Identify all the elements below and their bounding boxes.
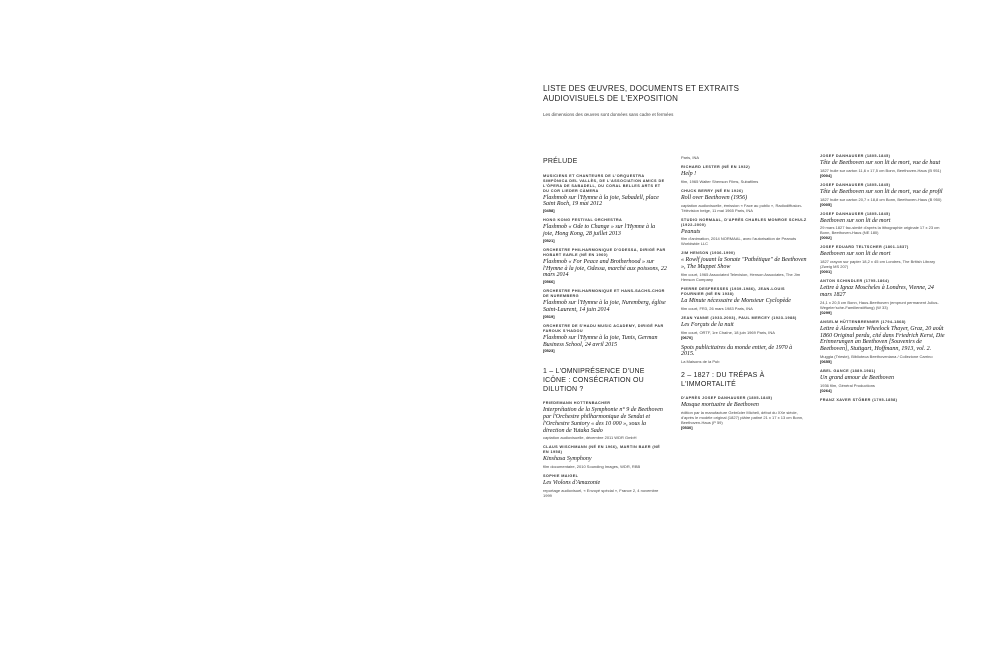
entry-title: Roll over Beethoven (1956) xyxy=(681,194,748,201)
entry-title: Lettre à Alexander Wheelock Thayer, Graz, 20 août 1860 Original perdu, cité dans Friedrich Kerst, Die Erinnerungen an Beethoven [Souvenirs de Beethoven], Stuttgart, Hoffmann, 1913, vol. 2. xyxy=(820,325,945,353)
catalogue-entry xyxy=(681,189,807,213)
dimensions-note: Les dimensions des œuvres sont données sans cadre et fermées xyxy=(543,112,674,117)
entry-number: [0001] xyxy=(820,269,832,275)
entry-title: Flashmob sur l'Hymne à la joie, Sabadell, place Saint Roch, 19 mai 2012 xyxy=(543,194,659,208)
entry-number: [0523] xyxy=(543,348,555,354)
entry-description: La Maisons de la Pub xyxy=(681,359,720,365)
catalogue-entry xyxy=(543,324,667,354)
catalogue-entry xyxy=(543,248,667,284)
entry-author: JOSEF DANHAUSER (1805-1845) xyxy=(820,154,891,158)
entry-title: Beethoven sur son lit de mort xyxy=(820,217,891,224)
entry-description: édition par la manufacture Gebrüder Micheli, début du XXe siècle, d'après le modèle original (1827) plâtre patiné 21 x 17 x 13 cm Bonn, Beethoven-Haus (P 59) xyxy=(681,410,804,426)
entry-author: RICHARD LESTER (NÉ EN 1932) xyxy=(681,165,751,169)
entry-author: ORCHESTRE DE S'HADU MUSIC ACADEMY, DIRIGÉ PAR FAROUK S'HADOU xyxy=(543,323,664,333)
entry-author: ORCHESTRE PHILHARMONIQUE D'ODESSA, DIRIGÉ PAR HOBART EARLE (NÉ EN 1960) xyxy=(543,247,666,257)
entry-author: JOSEF EDUARD TELTSCHER (1801-1837) xyxy=(820,245,909,250)
entry-description: 1827 huile sur carton 11,6 x 17,5 cm Bonn, Beethoven-Haus (B 951) xyxy=(820,167,942,173)
section-heading-prelude: PRÉLUDE xyxy=(543,158,578,165)
entry-number: [0519] xyxy=(543,313,555,319)
entry-author: CLAUS WISCHMANN (NÉ EN 1966), MARTIN BAER (NÉ EN 1958) xyxy=(543,445,661,455)
catalogue-entry xyxy=(681,287,807,311)
entry-author: PIERRE DESFRESSES (1939-1986), JEAN-LOUIS FOURNIER (NÉ EN 1938) xyxy=(681,286,785,296)
column-2-entries xyxy=(681,165,807,364)
entry-number: [0655] xyxy=(820,358,832,364)
entry-description: 29 mars 1827 fac-similé d'après la lithographie originale 17 x 23 cm Bonn, Beethoven-Haus (NE 180) xyxy=(820,225,940,236)
entry-number: [0670] xyxy=(681,334,693,340)
page-title: LISTE DES ŒUVRES, DOCUMENTS ET EXTRAITS AUDIOVISUELS DE L'EXPOSITION xyxy=(543,84,740,103)
entry-description: 1936 film, Général Productions xyxy=(820,382,875,388)
entry-description: captation audiovisuelle, décembre 2011 WDR GmbH xyxy=(543,435,637,441)
catalogue-entry xyxy=(681,316,807,340)
entry-title: Lettre à Ignaz Moscheles à Londres, Vienne, 24 mars 1827 xyxy=(820,285,934,298)
entry-author: HONG KONG FESTIVAL ORCHESTRA xyxy=(543,218,623,223)
continued-desc: Paris, INA xyxy=(681,155,700,160)
catalogue-entry xyxy=(820,320,945,364)
entry-title: Peanuts xyxy=(681,228,701,235)
entry-author: JOSEF DANHAUSER (1805-1845) xyxy=(820,182,891,187)
catalogue-entry xyxy=(543,218,667,243)
catalogue-entry xyxy=(820,369,945,393)
entry-description: film, 1965 Walter Shenson Films, Subafilms xyxy=(681,178,759,184)
entry-number: [0566] xyxy=(543,279,555,285)
entry-author: MUSICIENS ET CHANTEURS DE L'ORQUESTRA SIMFÒNICA DEL VALLÈS, DE L'ASSOCIATION AMICS DE L'ÒPERA DE SABADELL, DU CORAL BELLES ARTS ET DU COR LIEDER CÀMERA xyxy=(543,173,665,193)
entry-title: Les Violons d'Amazonie xyxy=(543,480,601,487)
entry-title: Masque mortuaire de Beethoven xyxy=(681,402,759,409)
column-3 xyxy=(820,154,945,408)
entry-description: 1827 crayon sur papier 18,2 x 45 cm Londres, The British Library (Zweig MS 207) xyxy=(820,259,936,270)
entry-title: Spots publicitaires du monde entier, de 1970 à 2015. xyxy=(681,344,793,358)
entry-author: ABEL GANCE (1889-1981) xyxy=(820,368,876,373)
catalogue-entry xyxy=(820,154,945,178)
catalogue-entry xyxy=(820,245,945,274)
catalogue-entry xyxy=(820,212,945,241)
entry-author: ORCHESTRE PHILHARMONIQUE ET HANS-SACHS-CHOR DE NUREMBERG xyxy=(543,289,665,299)
entry-author: STUDIO NORMAAL, D'APRÈS CHARLES MONROE SCHULZ (1922-2000) xyxy=(681,217,807,227)
entry-title: Tête de Beethoven sur son lit de mort, vue de haut xyxy=(820,160,941,166)
entry-author: SOPHIE MAIGEL xyxy=(543,474,579,479)
entry-description: captation audiovisuelle, émission « Face au public », Radiodiffusion-Télévision belge, 11 mai 1965 Paris, INA xyxy=(681,202,803,213)
catalogue-entry xyxy=(681,396,807,430)
entry-title: Help ! xyxy=(681,171,697,177)
entry-author: CHUCK BERRY (NÉ EN 1926) xyxy=(681,188,744,193)
entry-title: Flashmob « For Peace and Brotherhood » sur l'Hymne à la joie, Odessa, marché aux poissons, 22 mars 2014 xyxy=(543,258,667,279)
entry-author: FRIEDEMANN HOTTENBACHER xyxy=(543,401,611,406)
entry-title: Interprétation de la Symphonie n° 9 de Beethoven par l'Orchestre philharmonique de Sendai et l'Orchestre Suntory « des 10 000 », sous la direction de Yutaka Sado xyxy=(543,407,663,434)
entry-description: 24,1 x 20,5 cm Bonn, Haus-Beethoven (emprunt permanent Julius-Wegeler'sche-Familienstiftung) (W 33) xyxy=(820,299,939,310)
prelude-entries xyxy=(543,174,667,354)
section-2-entries xyxy=(681,396,807,430)
entry-title: Flashmob sur l'Hymne à la joie, Nuremberg, église Saint-Laurent, 14 juin 2014 xyxy=(543,300,666,313)
catalogue-entry xyxy=(681,165,807,184)
entry-description: film court, 1965 Associated Television, Henson Associates, The Jim Henson Company xyxy=(681,271,801,282)
entry-description: film documentaire, 2010 Sounding Images, WDR, RBB xyxy=(543,464,641,470)
entry-title: « Rowlf jouant la Sonate "Pathétique" de Beethoven », The Muppet Show xyxy=(681,257,807,271)
entry-title: Flashmob sur l'Hymne à la joie, Tunis, German Business School, 24 avril 2015 xyxy=(543,334,658,348)
entry-author: D'APRÈS JOSEF DANHAUSER (1805-1845) xyxy=(681,396,773,401)
catalogue-entry xyxy=(681,251,807,282)
section-1-entries xyxy=(543,401,667,498)
entry-title: Tête de Beethoven sur son lit de mort, vue de profil xyxy=(820,188,943,195)
entry-number: [0005] xyxy=(820,201,832,207)
entry-description: film court, FR3, 26 mars 1983 Paris, INA xyxy=(681,305,753,311)
entry-number: [0002] xyxy=(820,235,832,241)
entry-title: Les Forçats de la nuit xyxy=(681,321,734,328)
entry-number: [0530] xyxy=(681,425,693,431)
entry-number: [0458] xyxy=(543,208,555,214)
entry-title: Beethoven sur son lit de mort xyxy=(820,251,891,258)
catalogue-entry xyxy=(820,183,945,207)
entry-author: JOSEF DANHAUSER (1805-1845) xyxy=(820,211,891,216)
catalogue-entry xyxy=(543,289,667,319)
entry-author: JEAN YANNE (1933-2003), PAUL MERCEY (1923-1988) xyxy=(681,315,797,320)
entry-title: Kinshasa Symphony xyxy=(543,456,592,463)
column-3-entries xyxy=(820,154,945,403)
entry-description: film d'animation, 2014 NORMAAL, avec l'autorisation de Peanuts Worldwide LLC xyxy=(681,236,797,247)
entry-description: film court, ORTF, 1re Chaîne, 18 juin 1969 Paris, INA xyxy=(681,329,775,335)
entry-title: La Minute nécessaire de Monsieur Cyclopède xyxy=(681,297,791,304)
entry-number: [0521] xyxy=(543,237,555,243)
column-1 xyxy=(543,158,667,503)
page-header xyxy=(543,84,783,118)
catalogue-entry xyxy=(681,345,807,365)
entry-description: reportage audiovisuel, « Envoyé spécial », France 2, 4 novembre 1999 xyxy=(543,487,659,498)
entry-title: Un grand amour de Beethoven xyxy=(820,374,894,381)
catalogue-entry xyxy=(543,474,667,498)
catalogue-entry xyxy=(681,218,807,247)
entry-author: ANSELM HÜTTENBRENNER (1794-1868) xyxy=(820,319,906,324)
section-heading-2: 2 – 1827 : DU TRÉPAS À L'IMMORTALITÉ xyxy=(681,372,765,388)
entry-number: [0299] xyxy=(820,309,832,315)
entry-author: JIM HENSON (1936-1990) xyxy=(681,251,736,256)
entry-title: Flashmob « Ode to Change » sur l'Hymne à la joie, Hong Kong, 28 juillet 2013 xyxy=(543,224,656,237)
section-heading-1: 1 – L'OMNIPRÉSENCE D'UNE ICÔNE : CONSÉCRATION OU DILUTION ? xyxy=(543,368,645,393)
entry-number: [0264] xyxy=(820,387,832,393)
catalogue-entry xyxy=(543,445,667,469)
catalogue-entry xyxy=(820,279,945,315)
column-2 xyxy=(681,154,807,435)
entry-description: Muggia (Trieste), Biblioteca Beethoveniana / Collezione Carrino xyxy=(820,353,933,359)
catalogue-entry xyxy=(820,398,945,403)
catalogue-entry xyxy=(543,401,667,440)
entry-author: FRANZ XAVER STÖBER (1795-1858) xyxy=(820,397,898,402)
entry-description: 1827 huile sur carton 20,7 x 18,8 cm Bonn, Beethoven-Haus (B 950) xyxy=(820,196,942,202)
catalogue-entry xyxy=(543,174,667,214)
entry-author: ANTON SCHINDLER (1795-1864) xyxy=(820,279,890,284)
entry-number: [0004] xyxy=(820,172,832,178)
